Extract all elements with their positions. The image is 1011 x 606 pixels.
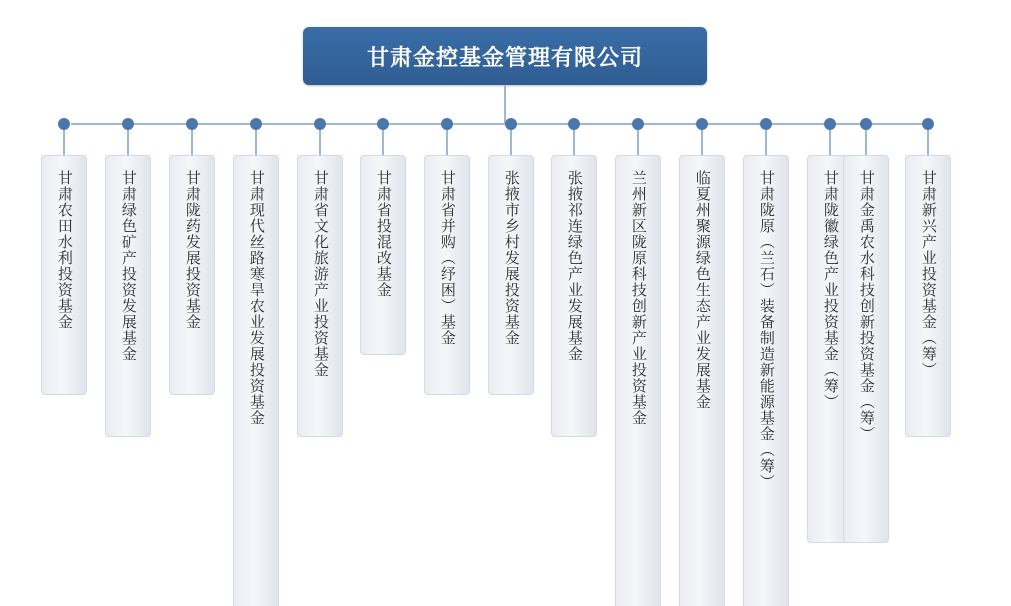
child-connector-line <box>510 130 512 157</box>
child-node-label: 甘肃农田水利投资基金 <box>55 170 74 330</box>
root-node-label: 甘肃金控基金管理有限公司 <box>366 44 643 70</box>
connector-dot-icon <box>58 118 70 130</box>
child-node-label: 甘肃陇原（兰石）装备制造新能源基金（筹） <box>757 170 776 490</box>
child-connector-line <box>573 130 575 157</box>
child-connector-line <box>382 130 384 157</box>
child-node-label: 甘肃新兴产业投资基金（筹） <box>919 170 938 378</box>
child-node-label: 临夏州聚源绿色生态产业发展基金 <box>693 170 712 410</box>
child-node-label: 甘肃金禹农水科技创新投资基金（筹） <box>857 170 876 442</box>
child-connector-line <box>446 130 448 157</box>
connector-dot-icon <box>186 118 198 130</box>
connector-dot-icon <box>824 118 836 130</box>
child-connector-line <box>701 130 703 157</box>
child-node-box[interactable] <box>233 155 279 606</box>
child-node-label: 张掖市乡村发展投资基金 <box>502 170 521 346</box>
child-node-box[interactable] <box>551 155 597 437</box>
connector-dot-icon <box>314 118 326 130</box>
child-connector-line <box>63 130 65 157</box>
child-connector-line <box>255 130 257 157</box>
child-node-box[interactable] <box>843 155 889 543</box>
connector-dot-icon <box>568 118 580 130</box>
child-connector-line <box>829 130 831 157</box>
connector-dot-icon <box>377 118 389 130</box>
connector-dot-icon <box>922 118 934 130</box>
child-connector-line <box>191 130 193 157</box>
connector-dot-icon <box>860 118 872 130</box>
connector-dot-icon <box>760 118 772 130</box>
child-connector-line <box>637 130 639 157</box>
connector-dot-icon <box>441 118 453 130</box>
child-node-box[interactable] <box>488 155 534 395</box>
child-node-box[interactable] <box>424 155 470 395</box>
child-node-box[interactable] <box>615 155 661 606</box>
connector-dot-icon <box>696 118 708 130</box>
child-node-label: 甘肃陇徽绿色产业投资基金（筹） <box>821 170 840 410</box>
child-node-label: 甘肃绿色矿产投资发展基金 <box>119 170 138 362</box>
child-node-label: 甘肃省并购（纾困）基金 <box>438 170 457 346</box>
child-connector-line <box>865 130 867 157</box>
connector-dot-icon <box>250 118 262 130</box>
child-node-box[interactable] <box>297 155 343 437</box>
child-node-box[interactable] <box>905 155 951 437</box>
child-node-label: 兰州新区陇原科技创新产业投资基金 <box>629 170 648 426</box>
child-node-label: 张掖祁连绿色产业发展基金 <box>565 170 584 362</box>
connector-dot-icon <box>632 118 644 130</box>
child-connector-line <box>765 130 767 157</box>
child-connector-line <box>927 130 929 157</box>
child-node-label: 甘肃省文化旅游产业投资基金 <box>311 170 330 378</box>
connector-dot-icon <box>505 118 517 130</box>
child-node-box[interactable] <box>360 155 406 355</box>
child-node-box[interactable] <box>41 155 87 395</box>
child-connector-line <box>127 130 129 157</box>
child-node-label: 甘肃省投混改基金 <box>374 170 393 298</box>
child-node-label: 甘肃陇药发展投资基金 <box>183 170 202 330</box>
child-node-box[interactable] <box>679 155 725 606</box>
child-node-label: 甘肃现代丝路寒旱农业发展投资基金 <box>247 170 266 426</box>
connector-dot-icon <box>122 118 134 130</box>
child-connector-line <box>319 130 321 157</box>
child-node-box[interactable] <box>169 155 215 395</box>
child-node-box[interactable] <box>105 155 151 437</box>
child-node-box[interactable] <box>743 155 789 606</box>
